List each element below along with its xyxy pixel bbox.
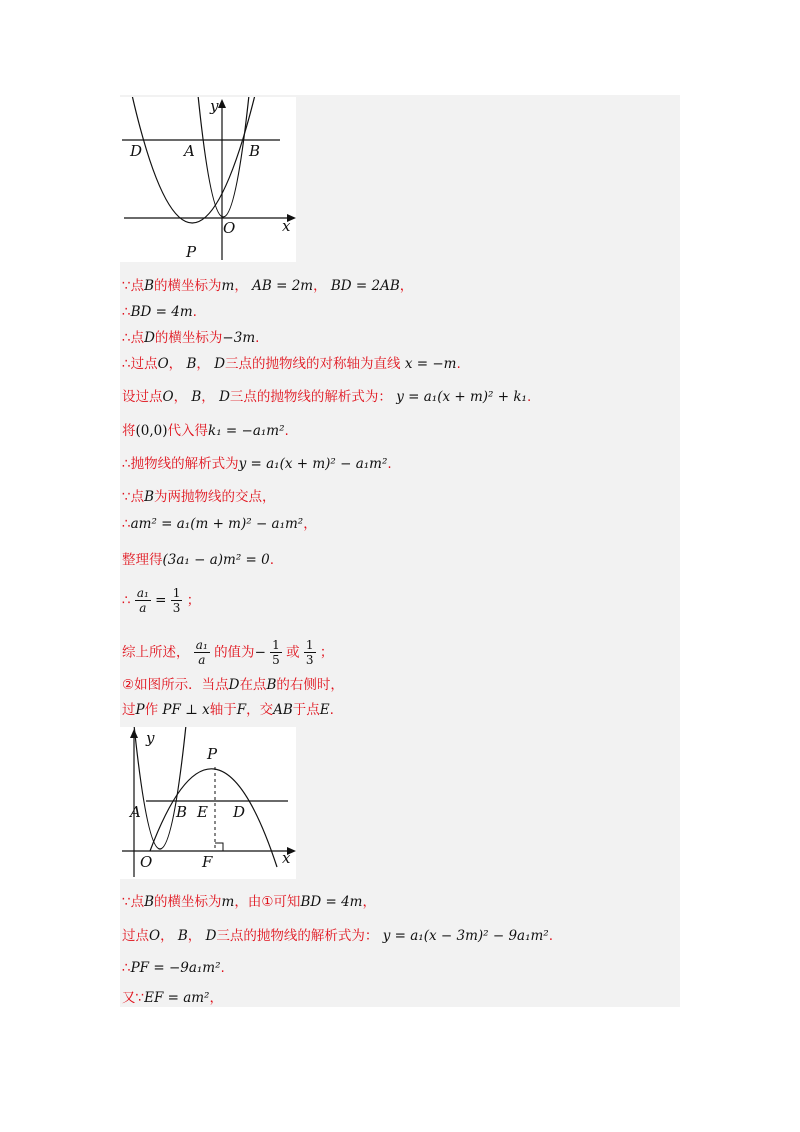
text-line-12: 综上所述， $\frac{\text{a₁}}{a}$ 的值为− $\frac{1}{5}$ 或 $\frac{1}{3}$ ； bbox=[122, 638, 334, 667]
text-line-17: ∴PF = −9a₁m². bbox=[122, 960, 225, 976]
point-p-label: P bbox=[207, 745, 218, 763]
text-line-14: 过P作 PF ⊥ x轴于F，交AB于点E. bbox=[122, 702, 334, 718]
fraction-one-fifth: $\frac{1}{5}$ bbox=[272, 638, 280, 667]
text-line-18: 又∵EF = am²， bbox=[122, 990, 223, 1006]
text-line-5: 设过点O， B， D三点的抛物线的解析式为： y = a₁(x + m)² + k₁. bbox=[122, 389, 532, 405]
text-line-3: ∴点D的横坐标为−3m. bbox=[122, 330, 260, 346]
point-b-label: B bbox=[249, 142, 261, 160]
text-line-8: ∵点B为两抛物线的交点， bbox=[122, 489, 276, 505]
point-d-label: D bbox=[233, 803, 246, 821]
figure-1 bbox=[120, 97, 296, 262]
point-b-label: B bbox=[176, 803, 188, 821]
text-line-6: 将(0,0)代入得k₁ = −a₁m². bbox=[122, 423, 289, 439]
point-f-label: F bbox=[202, 853, 213, 871]
x-axis-label: x bbox=[282, 217, 291, 235]
text-line-11: ∴ $\frac{\text{a₁}}{a}$ = $\frac{1}{3}$ ； bbox=[122, 586, 201, 615]
fraction-one-third: $\frac{1}{3}$ bbox=[172, 586, 181, 615]
figure-2 bbox=[120, 727, 296, 879]
parabola-diagram-2 bbox=[120, 727, 296, 879]
point-a-label: A bbox=[130, 803, 141, 821]
text-line-4: ∴过点O， B， D三点的抛物线的对称轴为直线 x = −m. bbox=[122, 356, 461, 372]
point-d-label: D bbox=[130, 142, 143, 160]
fraction-a1-over-a: $\frac{\text{a₁}}{a}$ bbox=[136, 586, 149, 615]
point-e-label: E bbox=[197, 803, 208, 821]
fraction-one-third: $\frac{1}{3}$ bbox=[305, 638, 314, 667]
text-line-15: ∵点B的横坐标为m，由①可知BD = 4m， bbox=[122, 894, 376, 910]
point-a-label: A bbox=[184, 142, 195, 160]
text-line-10: 整理得(3a₁ − a)m² = 0. bbox=[122, 552, 275, 568]
fraction-a1-over-a: $\frac{\text{a₁}}{a}$ bbox=[195, 638, 208, 667]
text-line-7: ∴抛物线的解析式为y = a₁(x + m)² − a₁m². bbox=[122, 456, 392, 472]
parabola-diagram-1 bbox=[120, 97, 296, 262]
text-line-16: 过点O， B， D三点的抛物线的解析式为： y = a₁(x − 3m)² − 9a₁m². bbox=[122, 928, 553, 944]
point-o-label: O bbox=[140, 853, 153, 871]
text-line-9: ∴am² = a₁(m + m)² − a₁m²， bbox=[122, 516, 317, 532]
y-axis-label: y bbox=[146, 729, 155, 747]
x-axis-label: x bbox=[282, 849, 291, 867]
point-p-label: P bbox=[186, 243, 197, 261]
y-axis-label: y bbox=[210, 97, 219, 115]
point-o-label: O bbox=[223, 219, 236, 237]
text-line-2: ∴BD = 4m. bbox=[122, 304, 197, 320]
text-line-1: ∵点B的横坐标为m， AB = 2m， BD = 2AB， bbox=[122, 278, 414, 294]
text-line-13: ②如图所示．当点D在点B的右侧时， bbox=[122, 677, 344, 693]
